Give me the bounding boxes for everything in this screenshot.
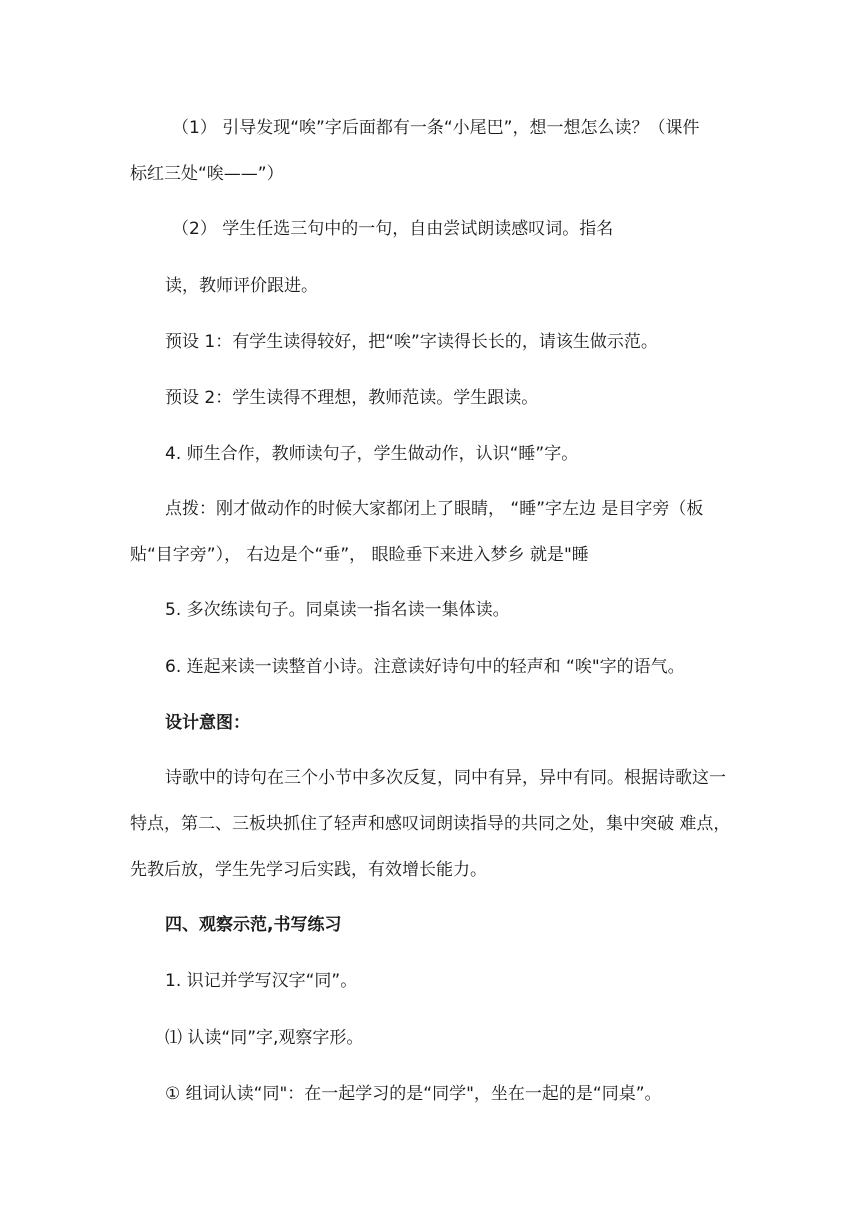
paragraph-1-line-1: （1） 引导发现“唉”字后面都有一条“小尾巴”，想一想怎么读？（课件	[172, 118, 700, 138]
paragraph-2-line-1: （2） 学生任选三句中的一句，自由尝试朗读感叹词。指名	[172, 219, 614, 239]
design-intent-heading: 设计意图：	[165, 713, 250, 733]
design-intent-line-1: 诗歌中的诗句在三个小节中多次反复，同中有异，异中有同。根据诗歌这一	[165, 768, 726, 788]
item-1-sub-1-point-1: ① 组词认读“同"：在一起学习的是“同学"，坐在一起的是“同桌”。	[165, 1084, 662, 1104]
preset-1: 预设 1：有学生读得较好，把“唉”字读得长长的，请该生做示范。	[165, 332, 658, 352]
tip-line-1: 点拨：刚才做动作的时候大家都闭上了眼睛， “睡”字左边 是目字旁（板	[165, 499, 704, 519]
design-intent-line-3: 先教后放，学生先学习后实践，有效增长能力。	[130, 860, 487, 880]
paragraph-1-line-2: 标红三处“唉——”）	[130, 164, 284, 184]
step-5: 5. 多次练读句子。同桌读一指名读一集体读。	[165, 600, 510, 620]
paragraph-2-line-2: 读，教师评价跟进。	[165, 276, 318, 296]
tip-line-2: 贴“目字旁”）， 右边是个“垂”， 眼睑垂下来进入梦乡 就是"睡	[130, 545, 589, 565]
preset-2: 预设 2：学生读得不理想，教师范读。学生跟读。	[165, 388, 539, 408]
design-intent-line-2: 特点，第二、三板块抓住了轻声和感叹词朗读指导的共同之处，集中突破 难点，	[130, 814, 731, 834]
section-4-heading: 四、观察示范,书写练习	[165, 915, 342, 935]
step-6: 6. 连起来读一读整首小诗。注意读好诗句中的轻声和 “唉"字的语气。	[165, 657, 685, 677]
item-1: 1. 识记并学写汉字“同”。	[165, 971, 358, 991]
item-1-sub-1: ⑴ 认读“同”字,观察字形。	[165, 1028, 364, 1048]
step-4: 4. 师生合作，教师读句子，学生做动作，认识“睡”字。	[165, 444, 579, 464]
